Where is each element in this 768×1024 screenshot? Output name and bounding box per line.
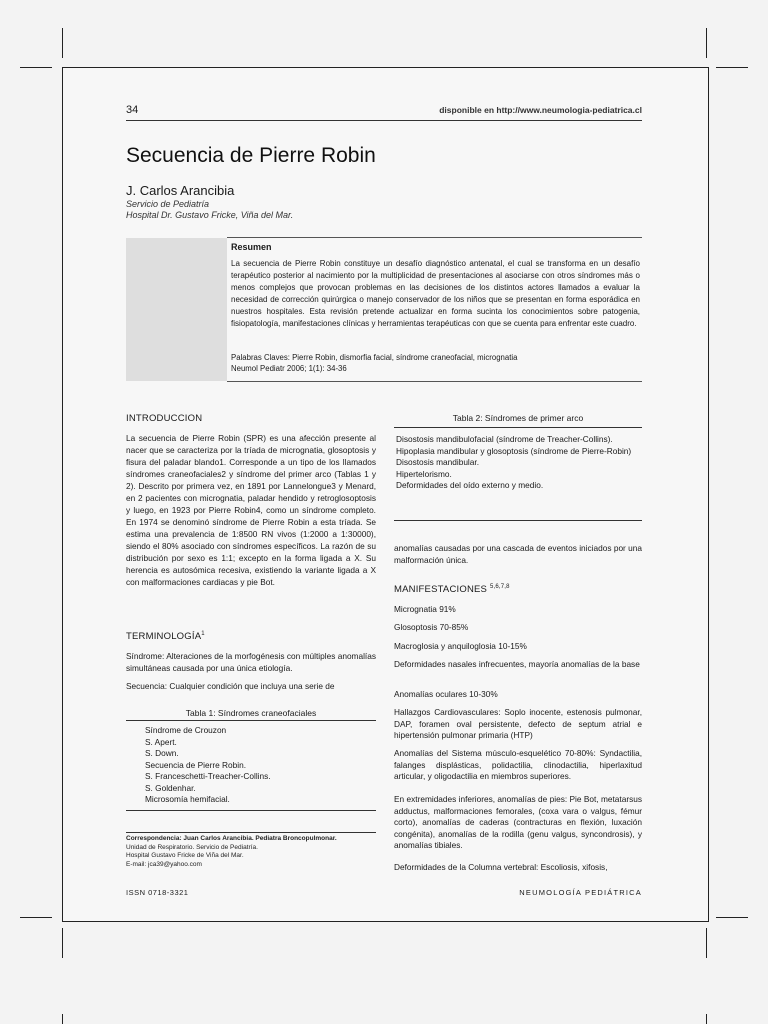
footnote-line: E-mail: jca39@yahoo.com	[126, 860, 202, 868]
intro-text: La secuencia de Pierre Robin (SPR) es una afección presente al nacer que se caracteriza por la tríada de micrognatia, glosoptosis y fisura del paladar blando1. Corresponde a un tipo de los llamados síndromes craneofaciales2 y síndrome del primer arco (Tablas 1 y 2). Descrito por primera vez, en 1891 por Lannelongue3 y Menard, en 2 pacientes con micrognatia, paladar hendido y retroglosoptosis y luego, en 1923 por Pierre Robin4, como un síndrome completo. En 1974 se denominó síndrome de Pierre Robin a esta tríada. Se estima una prevalencia de 1:8500 RN vivos (1:2000 a 1:30000), siendo el 80% asociado con síndromes específicos. La razón de su distribución por sexo es 1:1; excepto en la forma ligada a X. Su herencia es autosómica recesiva, existiendo la variante ligada a X con malformaciones cardiacas y pie Bot.	[126, 433, 376, 587]
page-number: 34	[126, 104, 139, 116]
table1-row: S. Franceschetti-Treacher-Collins.	[145, 771, 271, 781]
table1-row: Síndrome de Crouzon	[145, 725, 227, 735]
abstract-text: La secuencia de Pierre Robin constituye un desafío diagnóstico antenatal, el cual se transforma en un desafío terapéutico posterior al nacimiento por la multiplicidad de presentaciones al asociarse con otros síndromes más o menos complejos que provocan problemas en las decisiones de los distintos actores llamados a evaluar la necesidad de corrección quirúrgica o manejo conservador de los niños que se presentan en forma esporádica en nuestros hospitales. Esta revisión pretende actualizar en forma sucinta los conocimientos sobre patogenia, fisiopatología, manifestaciones clínicas y herramientas terapéuticas con que se cuenta para enfrentar este cuadro.	[231, 259, 640, 328]
issn: ISSN 0718-3321	[126, 888, 189, 897]
crop-mark	[62, 1014, 63, 1024]
abstract-heading: Resumen	[231, 242, 272, 252]
footnote-line: Hospital Gustavo Fricke de Viña del Mar.	[126, 852, 244, 859]
abstract-rule	[227, 381, 642, 382]
terminology-title: TERMINOLOGÍA	[126, 631, 202, 643]
header-url: disponible en http://www.neumologia-pediatrica.cl	[439, 105, 642, 115]
author: J. Carlos Arancibia	[126, 183, 235, 198]
manifestation-item: Deformidades nasales infrecuentes, mayoría anomalías de la base	[394, 659, 640, 669]
crop-mark	[20, 917, 52, 918]
term-syndrome: Síndrome: Alteraciones de la morfogénesis con múltiples anomalías simultáneas causada por una única etiología.	[126, 651, 376, 673]
manifestation-item: Anomalías del Sistema músculo-esquelético 70-80%: Syndactilia, falanges displásticas, polidactilia, clinodactilia, hiperlaxitud articular, y oligodactilia en miembros superiores.	[394, 748, 642, 781]
manifestation-item: En extremidades inferiores, anomalías de pies: Pie Bot, metatarsus adductus, malformaciones femorales, (coxa vara o valgus, fémur corto), anomalías de caderas (contracturas en flexión, luxación congénita), anomalías de la rodilla (genu valgus, syncondrosis), y anomalías tibiales.	[394, 794, 642, 850]
table2-rule	[394, 520, 642, 521]
table1-row: S. Apert.	[145, 736, 177, 747]
footnote-line: Unidad de Respiratorio. Servicio de Pediatría.	[126, 843, 258, 851]
keywords-line: Palabras Claves: Pierre Robin, dismorfia facial, síndrome craneofacial, micrognatia	[231, 353, 518, 362]
table1-body	[145, 725, 375, 806]
terminology-heading	[126, 631, 205, 642]
continued-text: anomalías causadas por una cascada de eventos iniciados por una malformación única.	[394, 543, 642, 565]
footnote	[126, 835, 376, 869]
document-page	[62, 67, 709, 922]
manifestations-heading	[394, 584, 510, 595]
manifestation-item: Micrognatia 91%	[394, 604, 456, 614]
abstract-shade	[126, 238, 227, 381]
intro-heading: INTRODUCCION	[126, 413, 203, 424]
affiliation-line: Hospital Dr. Gustavo Fricke, Viña del Mar.	[126, 210, 294, 220]
article-title: Secuencia de Pierre Robin	[126, 144, 376, 167]
footnote-rule	[126, 832, 376, 833]
table1-row: S. Down.	[145, 748, 179, 758]
crop-mark	[62, 28, 63, 58]
manifestation-item: Hallazgos Cardiovasculares: Soplo inocente, estenosis pulmonar, DAP, foramen oval persistente, defecto de septum atrial e hipertensión pulmonar primaria (HTP)	[394, 707, 642, 740]
affiliation-line: Servicio de Pediatría	[126, 199, 210, 209]
crop-mark	[706, 1014, 707, 1024]
table2-row: Deformidades del oído externo y medio.	[396, 480, 544, 490]
crop-mark	[706, 928, 707, 958]
terminology-ref: 1	[201, 631, 205, 637]
abstract-rule	[227, 237, 642, 238]
manifestation-item: Anomalías oculares 10-30%	[394, 689, 498, 699]
table2-row: Hipertelorismo.	[396, 468, 452, 479]
manifestation-item: Macroglosia y anquiloglosia 10-15%	[394, 641, 527, 651]
table2-caption: Tabla 2: Síndromes de primer arco	[452, 413, 584, 423]
table2-row: Disostosis mandibulofacial (síndrome de Treacher-Collins).	[396, 434, 613, 444]
table1-row: Microsomía hemifacial.	[145, 794, 230, 804]
table2-body	[396, 434, 642, 492]
table2-rule	[394, 427, 642, 428]
crop-mark	[20, 67, 52, 68]
manifestations-title: MANIFESTACIONES	[394, 584, 488, 596]
citation-line: Neumol Pediatr 2006; 1(1): 34-36	[231, 364, 347, 373]
table2-row: Hipoplasia mandibular y glosoptosis (síndrome de Pierre-Robin)	[396, 445, 632, 456]
term-sequence: Secuencia: Cualquier condición que incluya una serie de	[126, 681, 335, 691]
crop-mark	[62, 928, 63, 958]
crop-mark	[716, 67, 748, 68]
table2-row: Disostosis mandibular.	[396, 457, 480, 467]
keywords	[231, 352, 641, 374]
table1-rule	[126, 720, 376, 721]
crop-mark	[716, 917, 748, 918]
table1-row: S. Goldenhar.	[145, 782, 196, 793]
journal-name: NEUMOLOGÍA PEDIÁTRICA	[519, 888, 642, 897]
manifestation-item: Glosoptosis 70-85%	[394, 622, 469, 632]
manifestation-item: Deformidades de la Columna vertebral: Escoliosis, xifosis,	[394, 862, 608, 872]
footnote-line: Correspondencia: Juan Carlos Arancibia. Pediatra Broncopulmonar.	[126, 835, 337, 842]
table1-row: Secuencia de Pierre Robin.	[145, 759, 247, 770]
crop-mark	[706, 28, 707, 58]
header-rule	[126, 120, 642, 121]
table1-rule	[126, 810, 376, 811]
manifestations-ref: 5,6,7,8	[489, 584, 510, 590]
table1-caption: Tabla 1: Síndromes craneofaciales	[185, 708, 317, 718]
